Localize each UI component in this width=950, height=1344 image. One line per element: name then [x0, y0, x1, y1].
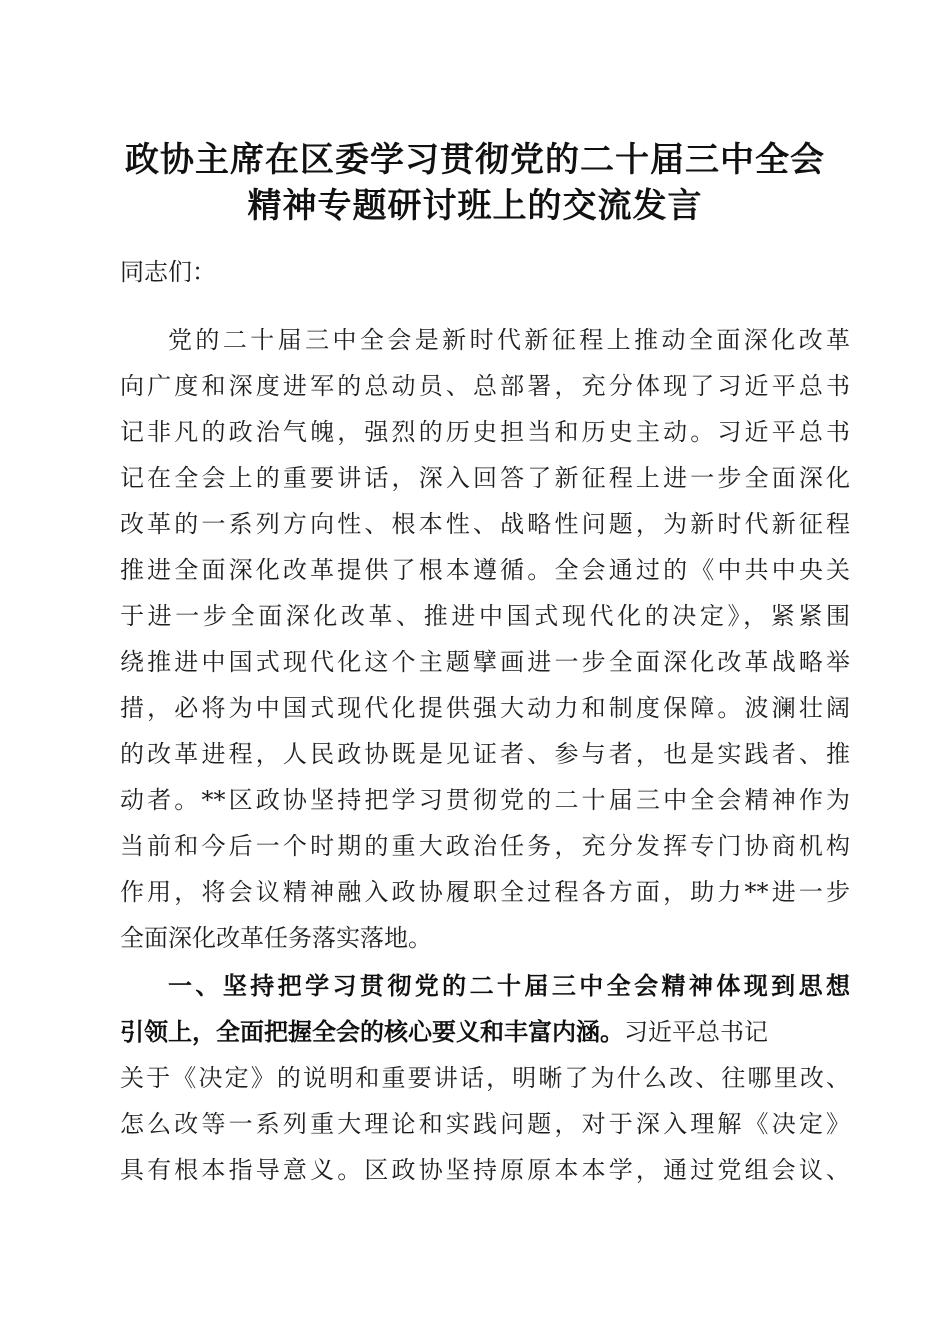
paragraph-1-line: 全面深化改革任务落实落地。: [120, 924, 432, 952]
paragraph-1-line: 记在全会上的重要讲话，深入回答了新征程上进一步全面深化: [120, 464, 850, 492]
paragraph-2-line: 怎么改等一系列重大理论和实践问题，对于深入理解《决定》: [120, 1110, 850, 1138]
paragraph-1-line: 改革的一系列方向性、根本性、战略性问题，为新时代新征程: [120, 510, 850, 538]
paragraph-2-line: 关于《决定》的说明和重要讲话，明晰了为什么改、往哪里改、: [120, 1064, 850, 1092]
paragraph-2-line-rest: 习近平总书记: [624, 1018, 768, 1046]
section-1-heading-line-2: 引领上，全面把握全会的核心要义和丰富内涵。: [120, 1018, 624, 1046]
paragraph-1-line: 于进一步全面深化改革、推进中国式现代化的决定》，紧紧围: [120, 602, 850, 630]
section-1-heading-line-1: 一、坚持把学习贯彻党的二十届三中全会精神体现到思想: [168, 972, 850, 1000]
document-title-line-1: 政协主席在区委学习贯彻党的二十届三中全会: [125, 140, 825, 180]
paragraph-1-line: 作用，将会议精神融入政协履职全过程各方面，助力**进一步: [120, 878, 850, 906]
document-title-line-2: 精神专题研讨班上的交流发言: [247, 186, 703, 226]
paragraph-1-line: 的改革进程，人民政协既是见证者、参与者，也是实践者、推: [120, 740, 850, 768]
paragraph-1-line: 当前和今后一个时期的重大政治任务，充分发挥专门协商机构: [120, 832, 850, 860]
paragraph-1-line: 记非凡的政治气魄，强烈的历史担当和历史主动。习近平总书: [120, 418, 850, 446]
paragraph-1-line: 向广度和深度进军的总动员、总部署，充分体现了习近平总书: [120, 372, 850, 400]
paragraph-1-line: 党的二十届三中全会是新时代新征程上推动全面深化改革: [168, 326, 850, 354]
paragraph-1-line: 推进全面深化改革提供了根本遵循。全会通过的《中共中央关: [120, 556, 850, 584]
paragraph-1-line: 措，必将为中国式现代化提供强大动力和制度保障。波澜壮阔: [120, 694, 850, 722]
paragraph-2-line: 具有根本指导意义。区政协坚持原原本本学，通过党组会议、: [120, 1156, 850, 1184]
paragraph-2-line: [120, 1009, 850, 1056]
paragraph-1-line: 动者。**区政协坚持把学习贯彻党的二十届三中全会精神作为: [120, 786, 850, 814]
paragraph-1-line: 绕推进中国式现代化这个主题擘画进一步全面深化改革战略举: [120, 648, 850, 676]
salutation: 同志们：: [120, 258, 216, 286]
